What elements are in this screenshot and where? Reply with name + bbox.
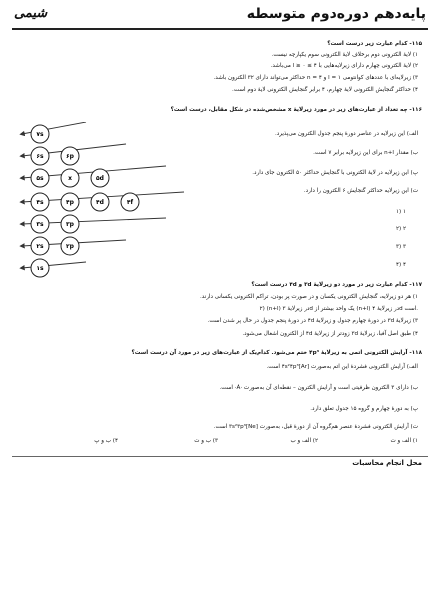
orbital-label-8: ۴d [96,199,104,207]
q116-option-3: ۳) ۳ [396,244,406,250]
q115-option-1: ۱) لایهٔ الکترونی دوم برخلاف لایهٔ الکترونی سوم یکپارچه نیست. [271,52,418,58]
q116-statement-a: الف) این زیرلایه در عناصر دورهٔ پنجم جدول الکترون می‌پذیرد. [274,131,418,137]
header-divider [12,28,428,30]
q115-option-4: ۴) حداکثر گنجایش الکترونی لایهٔ چهارم، ۴ برابر گنجایش الکترونی لایهٔ دوم است. [232,87,418,93]
page-title: پایه‌دهم دوره‌دوم متوسطه [246,6,426,22]
footer-divider [12,456,428,457]
q115-option-2: ۲) لایهٔ الکترونی چهارم دارای زیرلایه‌هایی با ۴ ≥ l ≥ ۰ می‌باشد. [270,63,418,69]
orbital-label-1: ۶s [36,153,44,161]
orbital-label-7: ۴p [66,199,74,207]
orbital-label-2: ۶p [66,153,74,161]
q118-statement-b: ب) دارای ۳ الکترون ظرفیتی است و آرایش الکترون – نقطه‌ای آن به‌صورت ·Ȧ· است. [219,385,418,391]
orbital-label-9: ۴f [126,199,134,207]
q118-option-4: ۴) ب و پ [94,438,118,444]
q116-option-4: ۴) ۴ [396,262,406,268]
orbital-label-13: ۲p [66,243,74,251]
q116-option-2: ۲) ۲ [396,226,406,232]
q118-statement-c: پ) به دورهٔ چهارم و گروه ۱۵ جدول تعلق دارد. [310,406,418,412]
q116-statement-b: ب) مقدار n+l برای این زیرلایه برابر ۷ است. [313,150,418,156]
q115-option-3: ۳) زیرلایه‌ای با عددهای کوانتومی l = ۱ و n = ۴ حداکثر می‌تواند دارای ۳۲ الکترون باشد. [213,75,418,81]
q116-option-1: ۱) ۱ [396,209,406,215]
q116-statement-d: ت) این زیرلایه حداکثر گنجایش ۶ الکترون را دارد. [303,188,418,194]
q117-option-2: ۲) (n+l) در زیرلایهٔ ۳d یک واحد بیشتر از (n+l) در زیرلایهٔ ۴d است. [259,306,418,312]
orbital-label-11: ۳p [66,221,74,229]
orbital-label-4: x [68,175,72,183]
orbital-label-3: ۵s [36,175,44,183]
calculation-area-label: محل انجام محاسبات [352,459,422,467]
subject-label: شیمی [14,6,48,21]
q118-option-1: ۱) الف و ت [390,438,418,444]
q116-statement-c: پ) این زیرلایه در لایهٔ الکترونی با گنجایش حداکثر ۵۰ الکترون جای دارد. [252,170,418,176]
orbital-label-14: ۱s [36,265,44,273]
orbital-label-5: ۵d [96,175,104,183]
question-118-stem: ۱۱۸- آرایش الکترونی اتمی به زیرلایهٔ ۴p³ ختم می‌شود. کدام‌یک از عبارت‌های زیر در مورد آن درست است؟ [131,350,422,356]
aufbau-diagram [16,122,216,280]
orbital-label-12: ۲s [36,243,44,251]
orbital-label-6: ۴s [36,199,44,207]
q118-option-2: ۲) الف و ب [290,438,318,444]
q117-option-3: ۳) زیرلایهٔ ۳d در دورهٔ چهارم جدول و زیرلایهٔ ۴d در دورهٔ پنجم جدول در حال پر شدن است. [207,318,418,324]
question-115-stem: ۱۱۵- کدام عبارت زیر درست است؟ [327,41,422,47]
q117-option-1: ۱) هر دو زیرلایه، گنجایش الکترونی یکسان و در صورت پر بودن، تراکم الکترونی یکسانی دارند. [199,294,418,300]
orbital-label-0: ۷s [36,131,44,139]
q118-statement-a: الف) آرایش الکترونی فشردهٔ این اتم به‌صورت [Ar]۴s²۴p³ است. [266,364,418,370]
q118-statement-d: ت) آرایش الکترونی فشردهٔ عنصر هم‌گروه آن از دورهٔ قبل، به‌صورت [Ne]۳s²۳p³ است. [213,424,418,430]
q117-option-4: ۴) طبق اصل آفبا، زیرلایهٔ ۳d زودتر از زیرلایهٔ ۴d از الکترون اشغال می‌شود. [242,331,418,337]
question-116-stem: ۱۱۶- چه تعداد از عبارت‌های زیر در مورد زیرلایهٔ x مشخص‌شده در شکل مقابل، درست است؟ [170,107,422,113]
q118-option-3: ۳) ب و ت [194,438,218,444]
orbital-label-10: ۳s [36,221,44,229]
question-117-stem: ۱۱۷- کدام عبارت زیر در مورد دو زیرلایهٔ ۳d و ۴d درست است؟ [251,282,422,288]
